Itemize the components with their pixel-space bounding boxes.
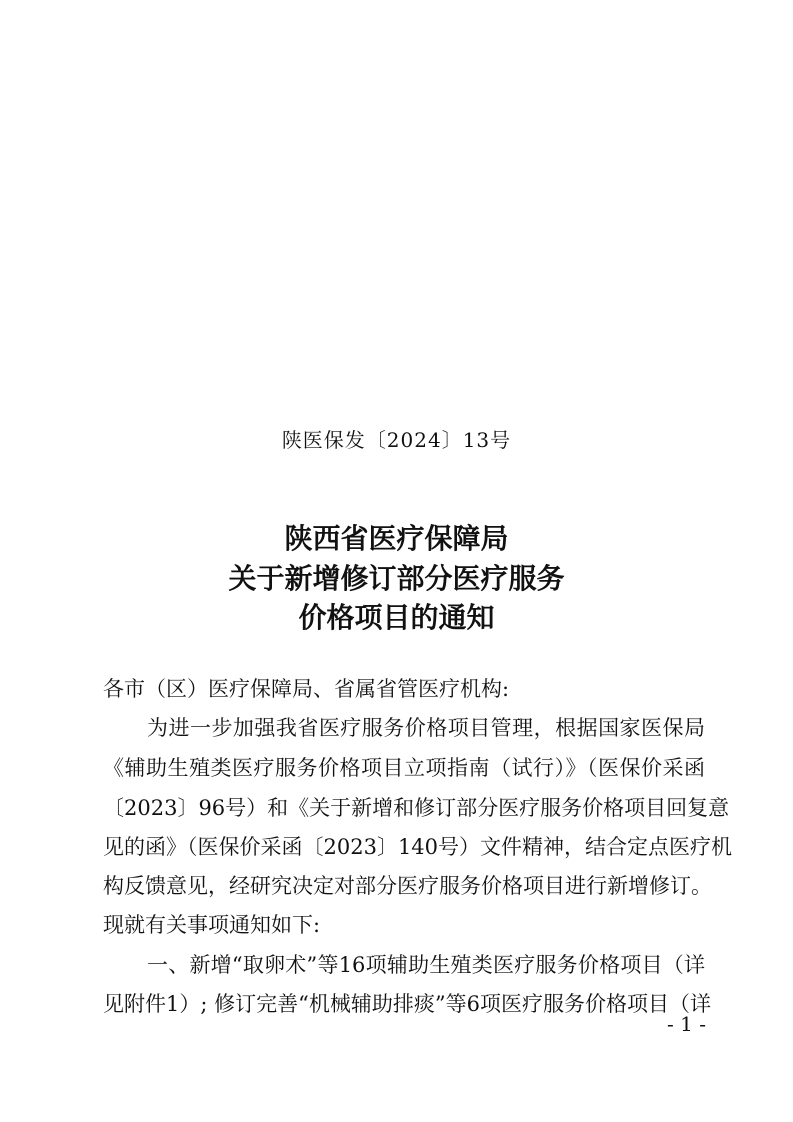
title-line-2: 关于新增修订部分医疗服务 xyxy=(228,562,565,595)
page-number: - 1 - xyxy=(667,1012,706,1036)
body-line: 《辅助生殖类医疗服务价格项目立项指南（试行）》（医保价采函 xyxy=(103,756,705,780)
title-line-3: 价格项目的通知 xyxy=(298,601,495,634)
title-line-1: 陕西省医疗保障局 xyxy=(284,522,509,555)
body-line: 见的函》（医保价采函〔2023〕140号）文件精神，结合定点医疗机 xyxy=(103,835,733,859)
salutation: 各市（区）医疗保障局、省属省管医疗机构: xyxy=(103,677,510,701)
body-line: 现就有关事项通知如下: xyxy=(103,913,321,937)
body-line: 〔2023〕96号）和《关于新增和修订部分医疗服务价格项目回复意 xyxy=(103,796,730,820)
body-line: 一、新增“取卵术”等16项辅助生殖类医疗服务价格项目（详 xyxy=(147,953,705,977)
body-line: 构反馈意见，经研究决定对部分医疗服务价格项目进行新增修订。 xyxy=(103,874,712,898)
document-number: 陕医保发〔2024〕13号 xyxy=(281,428,512,452)
body-line: 为进一步加强我省医疗服务价格项目管理，根据国家医保局 xyxy=(147,716,705,740)
body-line: 见附件1）; 修订完善“机械辅助排痰”等6项医疗服务价格项目（详 xyxy=(103,992,711,1016)
